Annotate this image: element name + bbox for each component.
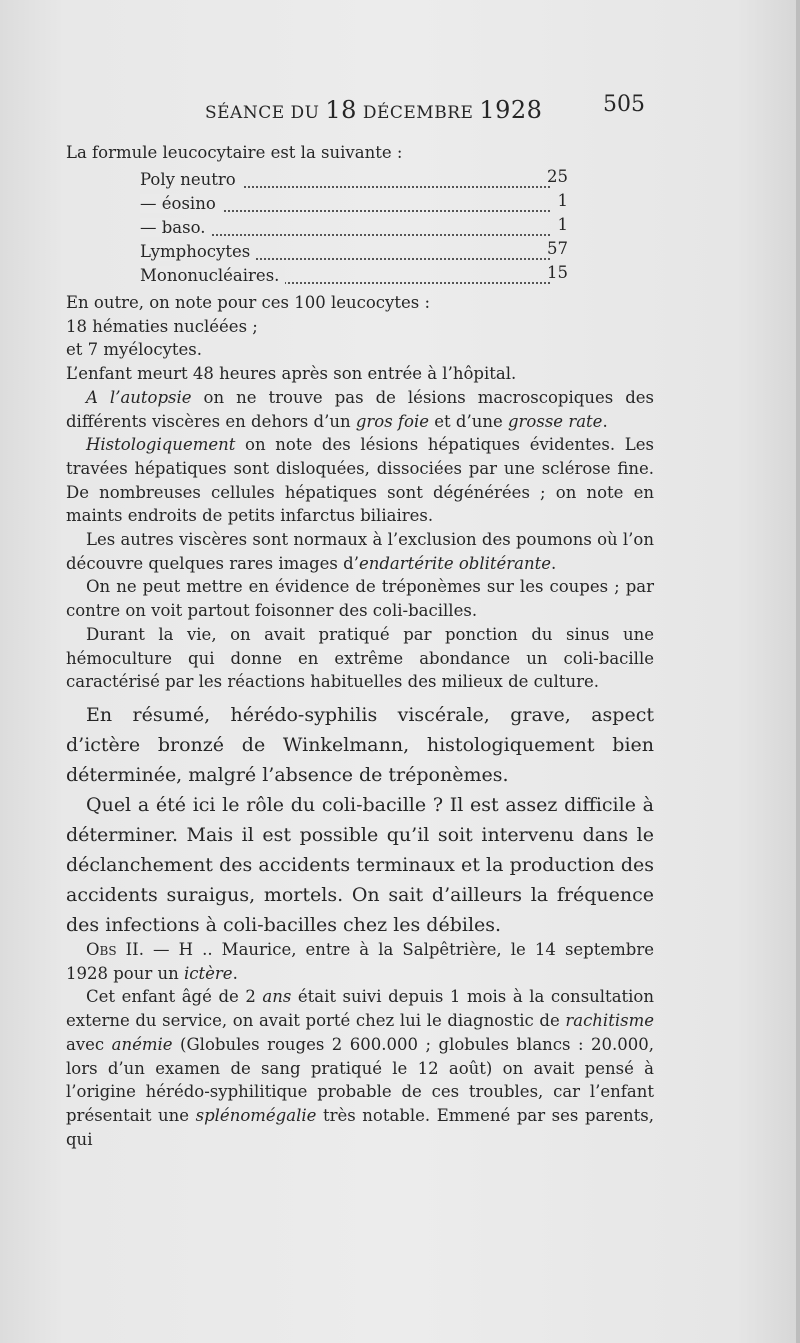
- table-row: [140, 239, 580, 266]
- paragraph-summary: En résumé, hérédo-syphilis viscérale, grave, aspect d’ictère bronzé de Winkelmann, histologiquement bien déterminée, malgré l’absence de tréponèmes.: [66, 704, 654, 786]
- paragraph-hemoculture: Durant la vie, on avait pratiqué par ponction du sinus une hémoculture qui donne en extrême abondance un coli-bacille caractérisé par les réactions habituelles des milieux de culture.: [66, 624, 654, 692]
- table-row: [140, 215, 580, 242]
- row-value: 57: [547, 239, 568, 258]
- leukocyte-table: [140, 167, 580, 290]
- text-line: 18 hématies nucléées ;: [66, 316, 258, 336]
- table-row: [140, 191, 580, 218]
- running-header: [205, 92, 645, 126]
- page-edge: [796, 0, 800, 1343]
- row-label: — baso.: [140, 218, 212, 237]
- paragraph-child: Cet enfant âgé de 2 ans était suivi depuis 1 mois à la consultation externe du service, on avait porté chez lui le diagnostic de rachitisme avec anémie (Globules rouges 2 600.000 ; globules blancs : 20.000, lors d’un examen de sang pratiqué le 12 août) on avait pensé à l’origine hérédo-syphilitique probable de ces troubles, car l’enfant présentait une splénomégalie très notable. Emmené par ses parents, qui: [66, 987, 654, 1149]
- text-line: et 7 myélocytes.: [66, 340, 202, 360]
- paragraph-histology: Histologiquement on note des lésions hépatiques évidentes. Les travées hépatiques sont disloquées, dissociées par une sclérose fine. De nombreuses cellules hépatiques sont dégénérées ; on note en maints endroits de petits infarctus biliaires.: [66, 435, 654, 526]
- row-value: 1: [557, 191, 568, 210]
- paragraph-treponemes: On ne peut mettre en évidence de tréponèmes sur les coupes ; par contre on voit partout foisonner des coli-bacilles.: [66, 577, 654, 621]
- row-label: — éosino: [140, 194, 222, 213]
- row-value: 25: [547, 167, 568, 186]
- row-label: Poly neutro: [140, 170, 242, 189]
- paragraph-role: Quel a été ici le rôle du coli-bacille ? Il est assez difficile à déterminer. Mais il est possible qu’il soit intervenu dans le déclanchement des accidents terminaux et la production des accidents suraigus, mortels. On sait d’ailleurs la fréquence des infections à coli-bacilles chez les débiles.: [66, 794, 654, 936]
- observation-ii: [66, 938, 654, 1151]
- paragraph-autopsy: A l’autopsie on ne trouve pas de lésions macroscopiques des différents viscères en dehors d’un gros foie et d’une grosse rate.: [66, 387, 654, 431]
- header-title: SÉANCE DU 18 DÉCEMBRE 1928: [205, 96, 543, 124]
- formula-intro: La formule leucocytaire est la suivante :: [66, 143, 403, 162]
- paragraph-viscera: Les autres viscères sont normaux à l’exclusion des poumons où l’on découvre quelques rares images d’endartérite oblitérante.: [66, 530, 654, 573]
- table-row: [140, 167, 580, 194]
- row-value: 15: [547, 263, 568, 282]
- paragraph-obs-header: Obs II. — H .. Maurice, entre à la Salpêtrière, le 14 septembre 1928 pour un ictère.: [66, 940, 654, 983]
- case-details: [66, 291, 654, 694]
- summary-section: [66, 700, 654, 940]
- row-label: Lymphocytes: [140, 242, 256, 261]
- table-row: [140, 263, 580, 290]
- paragraph-death: L’enfant meurt 48 heures après son entrée à l’hôpital.: [66, 364, 517, 384]
- row-label: Mononucléaires.: [140, 266, 285, 285]
- text-line: En outre, on note pour ces 100 leucocytes :: [66, 293, 431, 312]
- page-number: 505: [603, 92, 645, 117]
- row-value: 1: [557, 215, 568, 234]
